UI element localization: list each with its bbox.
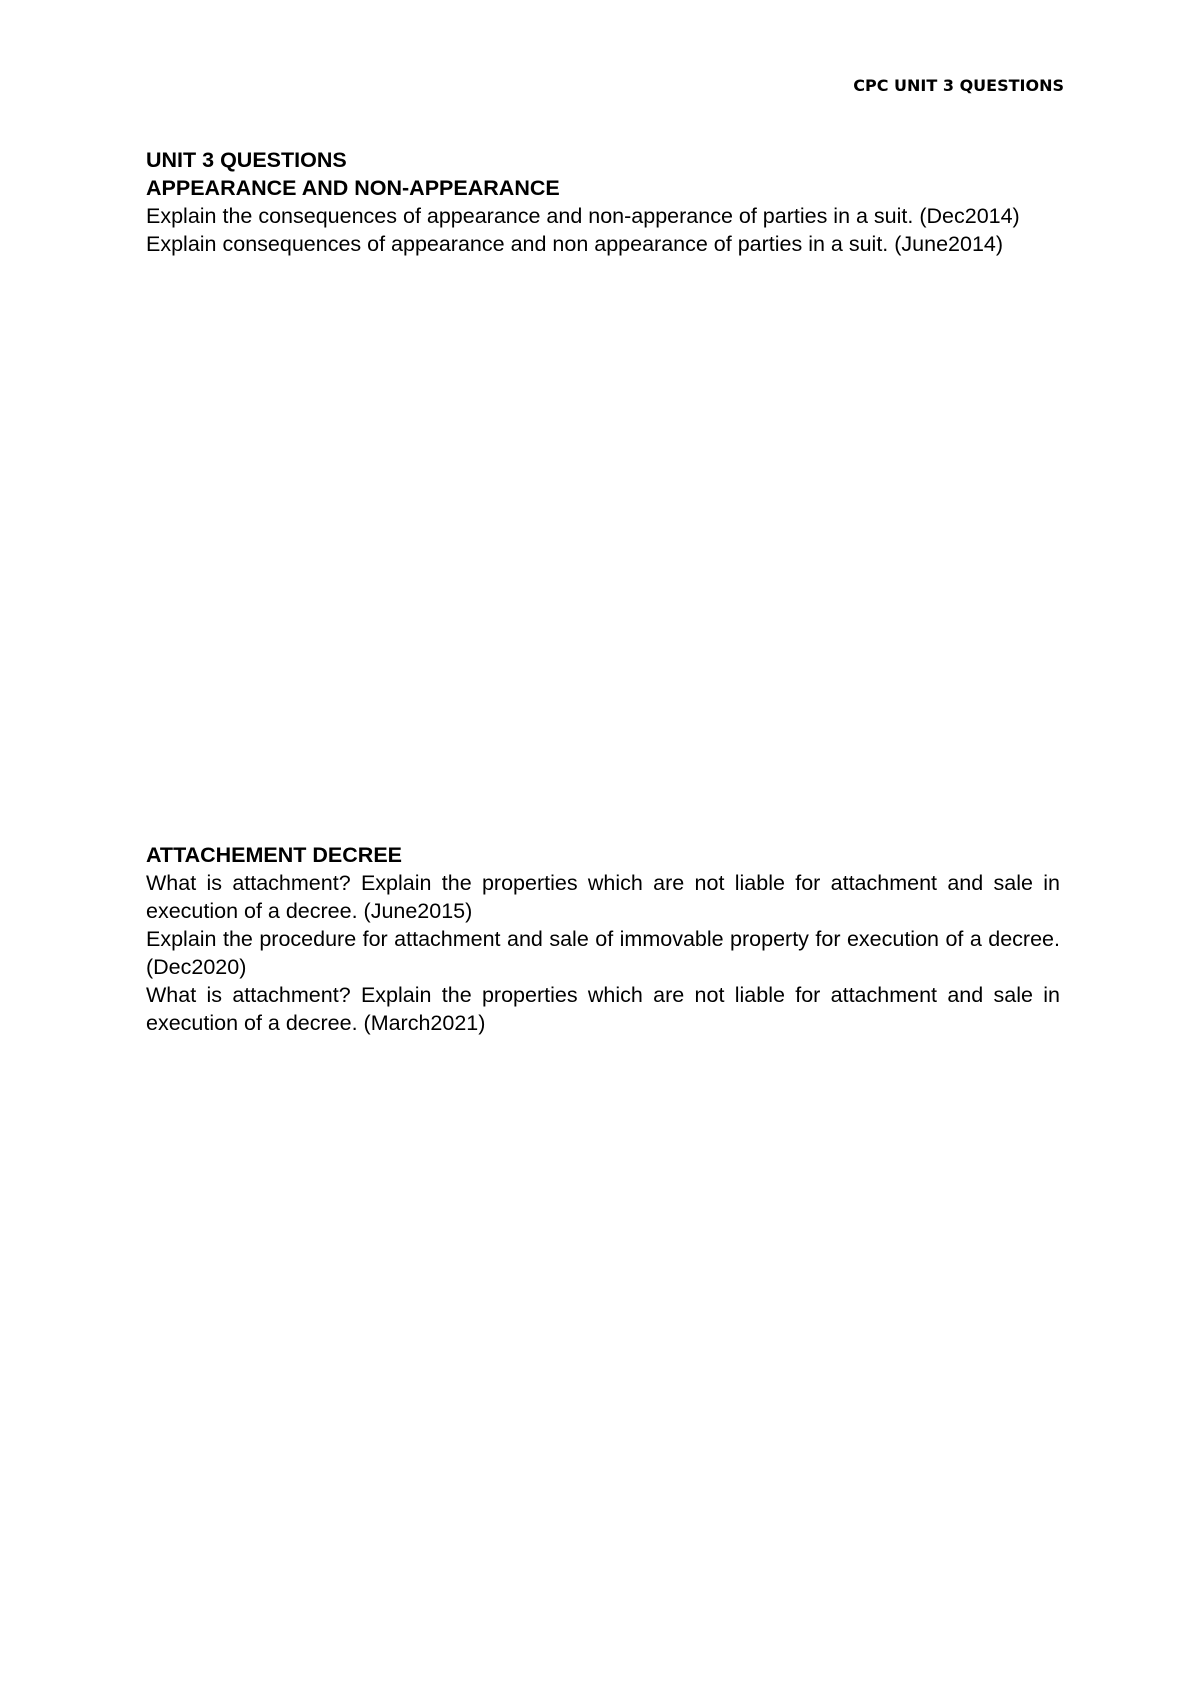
question-item: What is attachment? Explain the properties which are not liable for attachment and sale in execution of a decree. (March2021) [146, 983, 1060, 1035]
section-title: APPEARANCE AND NON-APPEARANCE [146, 176, 560, 200]
question-item: Explain the procedure for attachment and sale of immovable property for execution of a decree. (Dec2020) [146, 927, 1060, 979]
question-item: Explain consequences of appearance and non appearance of parties in a suit. (June2014) [146, 232, 1004, 256]
section-title: ATTACHEMENT DECREE [146, 843, 403, 867]
section-attachment [146, 841, 1060, 1037]
unit-title: UNIT 3 QUESTIONS [146, 148, 347, 172]
running-header: CPC UNIT 3 QUESTIONS [853, 76, 1064, 95]
question-item: Explain the consequences of appearance and non-apperance of parties in a suit. (Dec2014) [146, 204, 1020, 228]
section-appearance [146, 146, 1060, 258]
question-item: What is attachment? Explain the properties which are not liable for attachment and sale in execution of a decree. (June2015) [146, 871, 1060, 923]
